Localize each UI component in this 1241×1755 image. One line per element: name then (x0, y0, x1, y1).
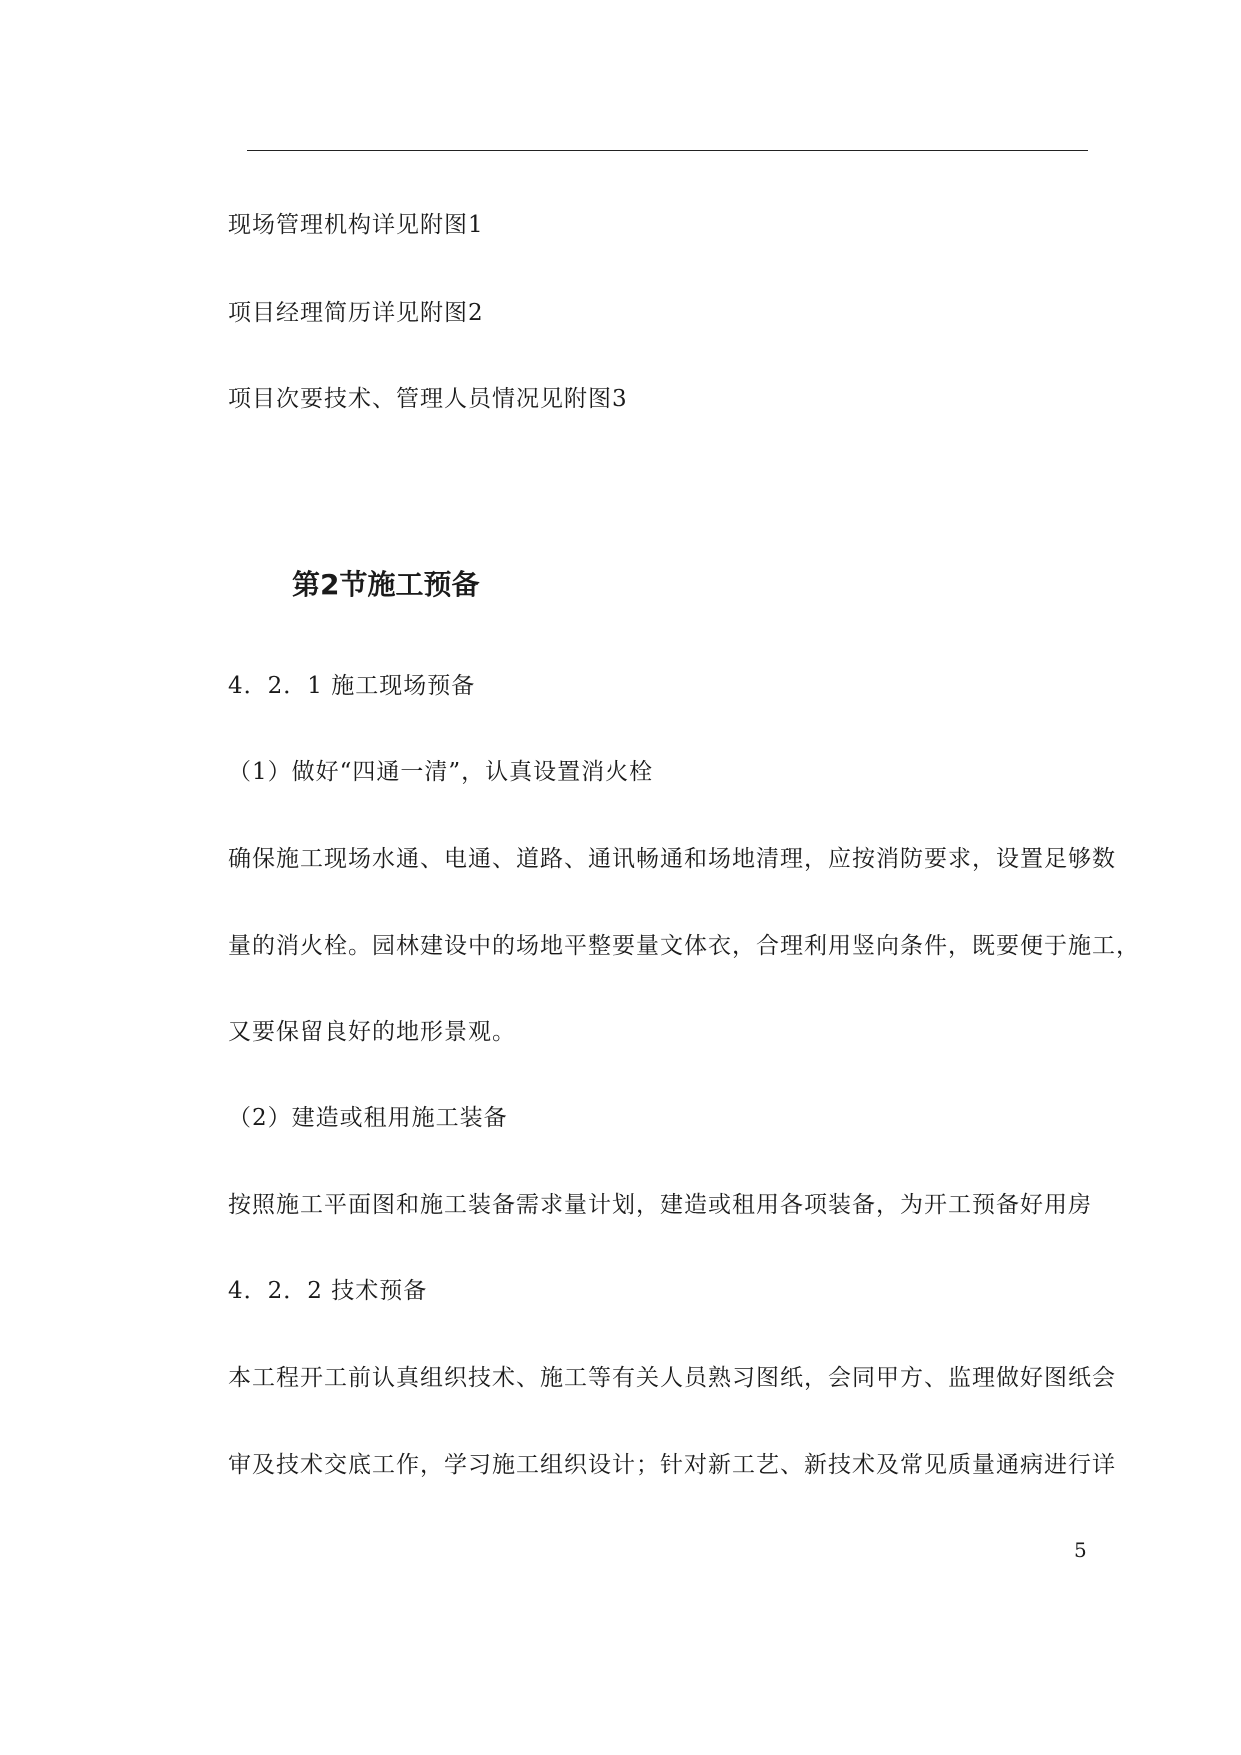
subsection-title-4-2-2: 4．2．2 技术预备 (228, 1278, 428, 1304)
ref-line-3: 项目次要技术、管理人员情况见附图3 (228, 386, 628, 412)
subsection-title-4-2-1: 4．2．1 施工现场预备 (228, 673, 476, 699)
section-heading: 第2节施工预备 (292, 568, 480, 601)
header-rule (247, 150, 1088, 151)
item-1-body-line-1: 确保施工现场水通、电通、道路、通讯畅通和场地清理，应按消防要求，设置足够数 (228, 846, 1116, 872)
item-1-body-line-2: 量的消火栓。园林建设中的场地平整要量文体衣，合理利用竖向条件，既要便于施工， (228, 933, 1140, 959)
ref-line-1: 现场管理机构详见附图1 (228, 212, 484, 238)
item-2-title: （2）建造或租用施工装备 (228, 1105, 508, 1131)
item-2-body: 按照施工平面图和施工装备需求量计划，建造或租用各项装备，为开工预备好用房 (228, 1192, 1092, 1218)
item-1-body-line-3: 又要保留良好的地形景观。 (228, 1019, 516, 1045)
page-number: 5 (1074, 1538, 1087, 1562)
subsection-body-line-1: 本工程开工前认真组织技术、施工等有关人员熟习图纸，会同甲方、监理做好图纸会 (228, 1365, 1116, 1391)
ref-line-2: 项目经理简历详见附图2 (228, 300, 484, 326)
subsection-body-line-2: 审及技术交底工作，学习施工组织设计；针对新工艺、新技术及常见质量通病进行详 (228, 1452, 1116, 1478)
item-1-title: （1）做好“四通一清”，认真设置消火栓 (228, 759, 654, 785)
